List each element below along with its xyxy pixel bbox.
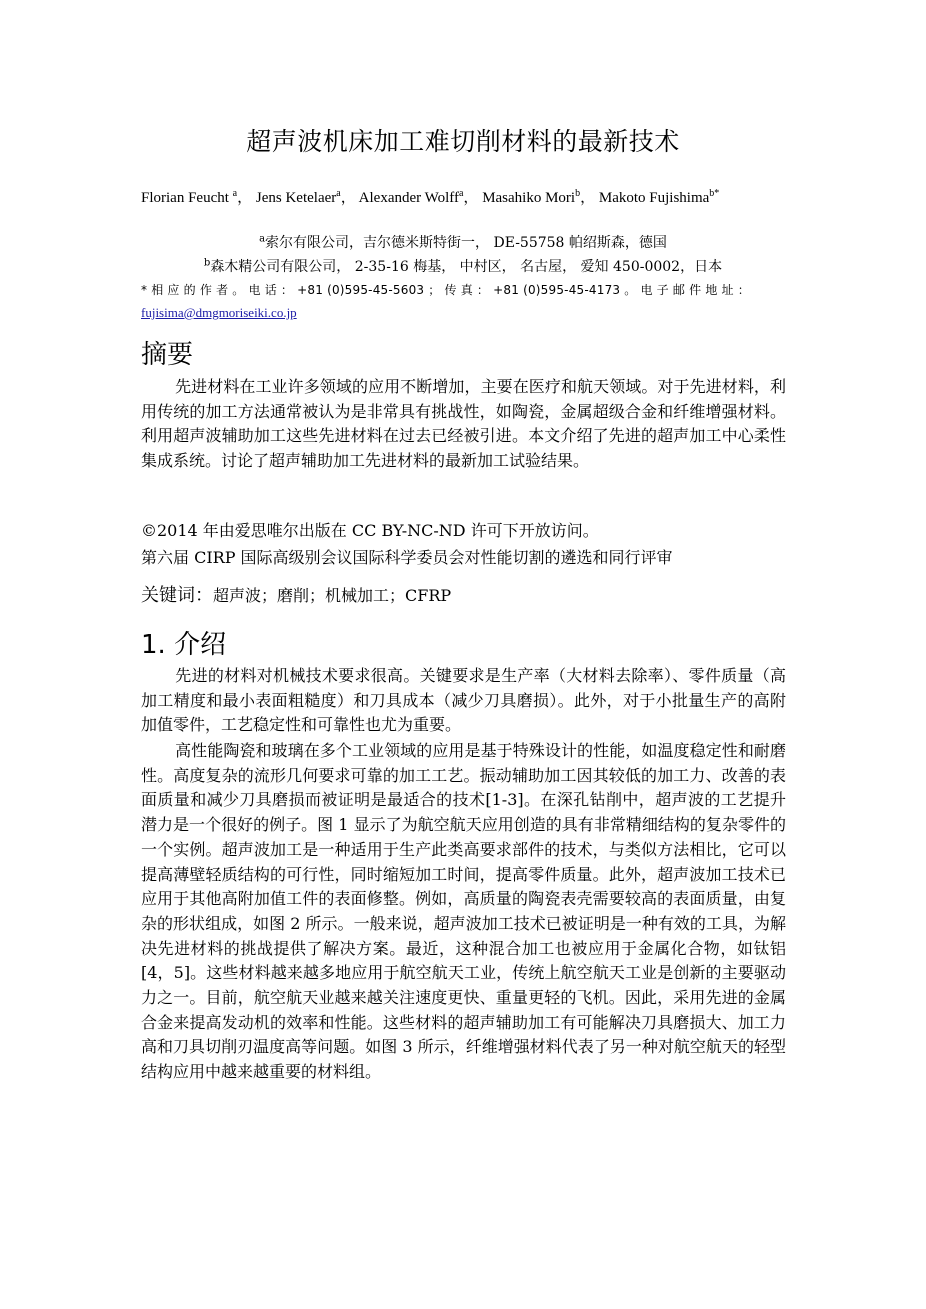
affiliation-mark: a bbox=[259, 233, 266, 245]
author-affil-mark: b* bbox=[709, 188, 720, 199]
affiliation-mark: b bbox=[203, 257, 211, 269]
affiliation-text: 索尔有限公司，吉尔德米斯特街一， DE-55758 帕绍斯森，德国 bbox=[265, 235, 667, 251]
author-name: Masahiko Mori bbox=[482, 190, 576, 206]
author-affil-mark: b bbox=[575, 188, 581, 199]
affiliation-text: 森木精公司有限公司， 2-35-16 梅基， 中村区， 名古屋， 爱知 450-0002，日本 bbox=[210, 259, 723, 275]
abstract-heading: 摘要 bbox=[141, 340, 194, 370]
author-name: Florian Feucht bbox=[141, 190, 229, 206]
author-name: Alexander Wolff bbox=[358, 190, 459, 206]
intro-paragraph-1: 先进的材料对机械技术要求很高。关键要求是生产率（大材料去除率）、零件质量（高加工精度和最小表面粗糙度）和刀具成本（减少刀具磨损）。此外，对于小批量生产的高附加值零件，工艺稳定性和可靠性也尤为重要。 bbox=[141, 666, 786, 735]
author-list: Florian Feucht $^a$， Jens Ketelaer$^a$， Alexander Wolff$^a$， Masahiko Mori$^b$， Makoto Fujishima$^{b*}$ bbox=[141, 188, 720, 206]
affiliation-a bbox=[0, 232, 926, 252]
author-affil-mark: a bbox=[336, 188, 341, 199]
paper-title: 超声波机床加工难切削材料的最新技术 bbox=[246, 127, 680, 156]
peer-review-line: 第六届 CIRP 国际高级别会议国际科学委员会对性能切割的遴选和同行评审 bbox=[141, 548, 673, 567]
author-name: Makoto Fujishima bbox=[598, 190, 710, 206]
affiliation-b bbox=[0, 256, 926, 276]
copyright-line: ©2014 年由爱思唯尔出版在 CC BY-NC-ND 许可下开放访问。 bbox=[141, 521, 599, 540]
email-link[interactable]: fujisima@dmgmoriseiki.co.jp bbox=[141, 305, 297, 320]
author-affil-mark: a bbox=[232, 188, 238, 199]
keywords-label: 关键词： bbox=[141, 585, 213, 606]
keywords-list: 超声波；磨削；机械加工；CFRP bbox=[213, 586, 452, 605]
keywords bbox=[141, 581, 451, 607]
intro-heading: 1. 介绍 bbox=[141, 630, 227, 660]
author-affil-mark: a bbox=[458, 188, 464, 199]
abstract-paragraph: 先进材料在工业许多领域的应用不断增加，主要在医疗和航天领域。对于先进材料，利用传统的加工方法通常被认为是非常具有挑战性，如陶瓷，金属超级合金和纤维增强材料。利用超声波辅助加工这些先进材料在过去已经被引进。本文介绍了先进的超声加工中心柔性集成系统。讨论了超声辅助加工先进材料的最新加工试验结果。 bbox=[141, 377, 786, 471]
intro-paragraph-2: 高性能陶瓷和玻璃在多个工业领域的应用是基于特殊设计的性能，如温度稳定性和耐磨性。高度复杂的流形几何要求可靠的加工工艺。振动辅助加工因其较低的加工力、改善的表面质量和减少刀具磨损而被证明是最适合的技术[1-3]。在深孔钻削中，超声波的工艺提升潜力是一个很好的例子。图 1 显示了为航空航天应用创造的具有非常精细结构的复杂零件的一个实例。超声波加工是一种适用于生产此类高要求部件的技术，与类似方法相比，它可以提高薄壁轻质结构的可行性，同时缩短加工时间，提高零件质量。此外，超声波加工技术已应用于其他高附加值工件的表面修整。例如，高质量的陶瓷表壳需要较高的表面质量，由复杂的形状组成，如图 2 所示。一般来说，超声波加工技术已被证明是一种有效的工具，为解决先进材料的挑战提供了解决方案。最近，这种混合加工也被应用于金属化合物，如钛铝[4，5]。这些材料越来越多地应用于航空航天工业，传统上航空航天工业是创新的主要驱动力之一。目前，航空航天业越来越关注速度更快、重量更轻的飞机。因此，采用先进的金属合金来提高发动机的效率和性能。这些材料的超声辅助加工有可能解决刀具磨损大、加工力高和刀具切削刃温度高等问题。如图 3 所示，纤维增强材料代表了另一种对航空航天的轻型结构应用中越来越重要的材料组。 bbox=[141, 741, 786, 1082]
author-name: Jens Ketelaer bbox=[255, 190, 337, 206]
corresponding-author-note: * 相 应 的 作 者 。 电 话 ： +81 (0)595-45-5603 ； 传 真 ： +81 (0)595-45-4173 。 电 子 邮 件 地 址 ： bbox=[141, 283, 750, 297]
